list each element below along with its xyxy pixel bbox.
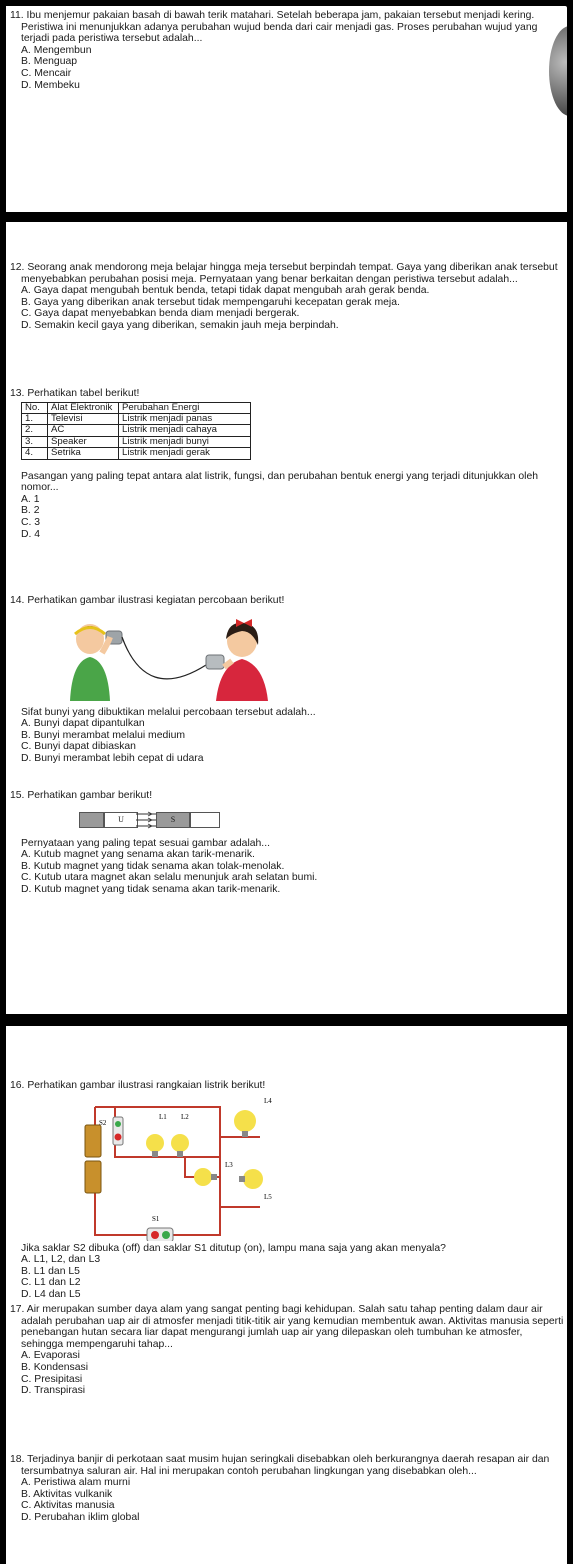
table-cell: 2. (22, 425, 48, 436)
label-l1: L1 (159, 1112, 167, 1121)
question-12-stem: 12. Seorang anak mendorong meja belajar hingga meja tersebut berpindah tempat. Gaya yang diberikan anak tersebut menyebabkan perubahan posisi meja. Pernyataan yang benar berkaitan dengan peristiwa tersebut adalah... (10, 262, 558, 285)
label-l3: L3 (225, 1160, 233, 1169)
option-c[interactable]: C. Bunyi dapat dibiaskan (21, 741, 136, 753)
bulb-l4 (234, 1110, 256, 1137)
option-c[interactable]: C. Mencair (21, 67, 72, 79)
question-14-text: Sifat bunyi yang dibuktikan melalui percobaan tersebut adalah... (21, 706, 316, 718)
bulb-l3 (194, 1168, 217, 1186)
option-d[interactable]: D. Bunyi merambat lebih cepat di udara (21, 752, 204, 764)
question-11-stem: 11. Ibu menjemur pakaian basah di bawah terik matahari. Setelah beberapa jam, pakaian tersebut menjadi kering. Peristiwa ini menunjukkan adanya perubahan wujud benda dari cair menjadi gas. Proses perubahan wujud yang terjadi pada peristiwa tersebut adalah... (10, 10, 538, 45)
label-l4: L4 (264, 1096, 272, 1105)
option-a[interactable]: A. Peristiwa alam murni (21, 1477, 131, 1489)
table-header: Perubahan Energi (119, 402, 251, 413)
question-15-stem: 15. Perhatikan gambar berikut! (10, 790, 153, 801)
option-a[interactable]: A. Evaporasi (21, 1350, 80, 1362)
table-header: Alat Elektronik (48, 402, 119, 413)
label-l5: L5 (264, 1192, 272, 1201)
option-d[interactable]: D. 4 (21, 528, 41, 540)
option-d[interactable]: D. Perubahan iklim global (21, 1511, 140, 1523)
option-d[interactable]: D. Kutub magnet yang tidak senama akan tarik-menarik. (21, 883, 281, 895)
magnet-white-block (190, 812, 220, 828)
question-panel-1 (6, 6, 567, 212)
battery-bottom (85, 1161, 101, 1193)
string (122, 637, 206, 679)
option-c[interactable]: C. Kutub utara magnet akan selalu menunjuk arah selatan bumi. (21, 872, 318, 884)
table-cell: 3. (22, 436, 48, 447)
option-d[interactable]: D. Semakin kecil gaya yang diberikan, semakin jauh meja berpindah. (21, 319, 339, 331)
magnet-pole-s: S (156, 812, 190, 828)
question-16-text: Jika saklar S2 dibuka (off) dan saklar S1 ditutup (on), lampu mana saja yang akan menyala? (21, 1242, 446, 1254)
table-cell: Setrika (48, 448, 119, 459)
option-b[interactable]: B. Bunyi merambat melalui medium (21, 729, 186, 741)
switch-s2-green (115, 1121, 121, 1127)
table-cell: Listrik menjadi bunyi (119, 436, 251, 447)
bulb-l2 (171, 1134, 189, 1157)
table-row (22, 436, 251, 447)
table-row (22, 425, 251, 436)
option-a[interactable]: A. Mengembun (21, 44, 92, 56)
tin-can-phone-illustration (66, 613, 276, 703)
energy-table (21, 402, 251, 460)
question-18 (10, 1454, 565, 1524)
label-l2: L2 (181, 1112, 189, 1121)
question-18-stem: 18. Terjadinya banjir di perkotaan saat musim hujan seringkali disebabkan oleh berkurangnya daerah resapan air dan tersumbatnya saluran air. Hal ini merupakan contoh perubahan lingkungan yang disebabkan oleh... (10, 1454, 550, 1477)
table-cell: AC (48, 425, 119, 436)
magnet-gray-block (79, 812, 104, 828)
table-cell: 1. (22, 414, 48, 425)
field-lines-icon (134, 810, 158, 830)
table-row (22, 448, 251, 459)
label-s2: S2 (99, 1118, 107, 1127)
question-14 (10, 595, 565, 765)
table-row (22, 414, 251, 425)
option-b[interactable]: B. Kutub magnet yang tidak senama akan tolak-menolak. (21, 860, 285, 872)
question-11 (10, 10, 565, 91)
magnet-diagram (79, 810, 224, 830)
option-a[interactable]: A. Bunyi dapat dipantulkan (21, 718, 145, 730)
question-13 (10, 388, 565, 540)
label-s1: S1 (152, 1214, 160, 1223)
option-a[interactable]: A. Gaya dapat mengubah bentuk benda, tetapi tidak dapat mengubah arah gerak benda. (21, 285, 430, 297)
table-cell: 4. (22, 448, 48, 459)
option-c[interactable]: C. L1 dan L2 (21, 1277, 81, 1289)
table-cell: Listrik menjadi panas (119, 414, 251, 425)
question-17 (10, 1304, 565, 1397)
switch-s1-red (151, 1231, 159, 1239)
question-panel-3 (6, 1026, 567, 1564)
question-panel-2 (6, 222, 567, 1014)
question-15 (10, 790, 565, 896)
circuit-diagram (75, 1095, 275, 1241)
option-b[interactable]: B. 2 (21, 505, 40, 517)
boy-shirt (70, 657, 110, 701)
option-d[interactable]: D. Transpirasi (21, 1385, 86, 1397)
option-c[interactable]: C. Gaya dapat menyebabkan benda diam menjadi bergerak. (21, 308, 300, 320)
option-c[interactable]: C. 3 (21, 517, 41, 528)
option-b[interactable]: B. Menguap (21, 56, 78, 68)
battery-top (85, 1125, 101, 1157)
question-16-stem: 16. Perhatikan gambar ilustrasi rangkaian listrik berikut! (10, 1080, 266, 1091)
table-cell: Televisi (48, 414, 119, 425)
option-a[interactable]: A. 1 (21, 493, 40, 505)
bulb-l5 (239, 1169, 263, 1189)
bulb-l1 (146, 1134, 164, 1157)
option-d[interactable]: D. L4 dan L5 (21, 1288, 81, 1300)
option-c[interactable]: C. Presipitasi (21, 1373, 83, 1385)
option-a[interactable]: A. L1, L2, dan L3 (21, 1254, 101, 1266)
tin-can-right (206, 655, 224, 669)
question-17-stem: 17. Air merupakan sumber daya alam yang sangat penting bagi kehidupan. Salah satu tahap penting dalam daur air adalah perubahan uap air di atmosfer menjadi titik-titik air yang kemudian membentuk awan. Aktivitas manusia seperti penebangan hutan secara liar dapat mengurangi jumlah uap air yang dilepaskan oleh tumbuhan ke atmosfer, sehingga mempengaruhi tahap... (10, 1304, 564, 1350)
option-d[interactable]: D. Membeku (21, 79, 80, 91)
option-c[interactable]: C. Aktivitas manusia (21, 1500, 115, 1512)
question-12 (10, 262, 565, 332)
table-cell: Listrik menjadi gerak (119, 448, 251, 459)
table-header-row (22, 402, 251, 413)
option-b[interactable]: B. Aktivitas vulkanik (21, 1488, 113, 1500)
question-13-stem: 13. Perhatikan tabel berikut! (10, 388, 140, 399)
table-cell: Listrik menjadi cahaya (119, 425, 251, 436)
table-cell: Speaker (48, 436, 119, 447)
option-b[interactable]: B. Kondensasi (21, 1361, 89, 1373)
magnet-pole-u: U (104, 812, 138, 828)
question-15-text: Pernyataan yang paling tepat sesuai gambar adalah... (21, 837, 270, 849)
table-header: No. (22, 402, 48, 413)
switch-s1-green (162, 1231, 170, 1239)
switch-s2-red (115, 1133, 122, 1140)
question-14-stem: 14. Perhatikan gambar ilustrasi kegiatan percobaan berikut! (10, 595, 285, 606)
question-16 (10, 1080, 565, 1301)
option-b[interactable]: B. L1 dan L5 (21, 1265, 80, 1277)
option-a[interactable]: A. Kutub magnet yang senama akan tarik-menarik. (21, 849, 255, 861)
question-13-text: Pasangan yang paling tepat antara alat listrik, fungsi, dan perubahan bentuk energi yang terjadi ditunjukkan oleh nomor... (21, 470, 539, 494)
option-b[interactable]: B. Gaya yang diberikan anak tersebut tidak mempengaruhi kecepatan gerak meja. (21, 296, 400, 308)
